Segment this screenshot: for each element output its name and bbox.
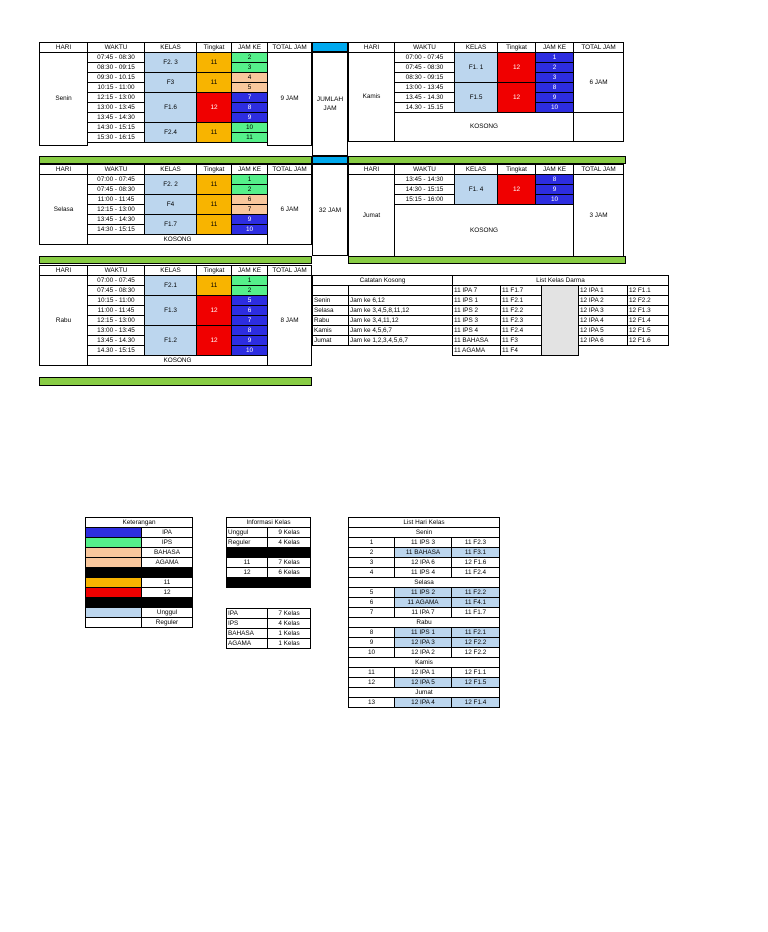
- day-label: Rabu: [40, 276, 88, 366]
- darma-cell: 11 F2.1: [501, 296, 542, 306]
- legend-swatch-12: [86, 588, 142, 598]
- level-cell: 12: [197, 93, 232, 123]
- total-cell: 9 JAM: [268, 53, 312, 146]
- schedule-selasa: [39, 164, 312, 245]
- catatan-day: Rabu: [313, 316, 349, 326]
- listhari-title: List Hari Kelas: [349, 518, 500, 528]
- darma-cell: 12 F1.1: [628, 286, 669, 296]
- time-slot: 07:45 - 08:30: [88, 53, 145, 63]
- time-slot: 11:00 - 11:45: [88, 306, 145, 316]
- listhari-code: 11 F2.3: [452, 538, 500, 548]
- darma-gap: [542, 286, 579, 356]
- jam-cell: 10: [232, 225, 268, 235]
- darma-table: [452, 275, 669, 356]
- jam-cell: 7: [232, 205, 268, 215]
- darma-title: List Kelas Darma: [453, 276, 669, 286]
- jam-cell: 6: [232, 306, 268, 316]
- class-cell: F2.1: [145, 276, 197, 296]
- level-cell: 11: [197, 73, 232, 93]
- darma-cell: 11 F4: [501, 346, 542, 356]
- time-slot: 14:30 - 15:15: [88, 225, 145, 235]
- listhari-no: 8: [349, 628, 395, 638]
- class-cell: F1. 1: [455, 53, 498, 83]
- header-hari: HARI: [40, 43, 88, 53]
- darma-cell: 11 F2.3: [501, 316, 542, 326]
- row-separator: [39, 156, 312, 164]
- darma-cell: 11 IPS 1: [453, 296, 501, 306]
- jam-cell: 5: [232, 296, 268, 306]
- darma-cell: 12 IPA 6: [579, 336, 628, 346]
- kosong-cell: KOSONG: [88, 356, 268, 366]
- catatan-value: Jam ke 6,12: [349, 296, 453, 306]
- legend-black-band: [86, 598, 142, 608]
- legend-label: IPS: [142, 538, 193, 548]
- keterangan-title: Keterangan: [86, 518, 193, 528]
- listhari-class: 11 IPS 1: [395, 628, 452, 638]
- info-value: 1 Kelas: [268, 629, 311, 639]
- time-slot: 14:30 - 15:15: [395, 185, 455, 195]
- jumlah-label-text: JUMLAH JAM: [316, 96, 344, 112]
- legend-label: BAHASA: [142, 548, 193, 558]
- darma-cell: 11 AGAMA: [453, 346, 501, 356]
- listhari-code: 12 F1.6: [452, 558, 500, 568]
- day-label: Selasa: [40, 175, 88, 245]
- time-slot: 10:15 - 11:00: [88, 296, 145, 306]
- info-key: BAHASA: [227, 629, 268, 639]
- legend-label: IPA: [142, 528, 193, 538]
- listhari-class: 12 IPA 6: [395, 558, 452, 568]
- listhari-no: 7: [349, 608, 395, 618]
- header-total: TOTAL JAM: [268, 43, 312, 53]
- listhari-code: 11 F2.1: [452, 628, 500, 638]
- listhari-day: Jumat: [349, 688, 500, 698]
- jam-cell: 11: [232, 133, 268, 143]
- darma-cell: 11 IPA 7: [453, 286, 501, 296]
- info-value: 9 Kelas: [268, 528, 311, 538]
- schedule-kamis: [348, 42, 624, 142]
- info-value: 6 Kelas: [268, 568, 311, 578]
- jam-cell: 8: [232, 103, 268, 113]
- info-value: 7 Kelas: [268, 609, 311, 619]
- listhari-no: 2: [349, 548, 395, 558]
- legend-label: 11: [142, 578, 193, 588]
- legend-swatch-agama: [86, 558, 142, 568]
- listhari-no: 4: [349, 568, 395, 578]
- catatan-day: Jumat: [313, 336, 349, 346]
- header-tingkat: Tingkat: [498, 43, 536, 53]
- listhari-day: Kamis: [349, 658, 500, 668]
- darma-cell: 12 F1.5: [628, 326, 669, 336]
- listhari-class: 11 IPS 2: [395, 588, 452, 598]
- time-slot: 13:45 - 14:30: [88, 215, 145, 225]
- legend-swatch-bahasa: [86, 548, 142, 558]
- jam-cell: 1: [232, 175, 268, 185]
- header-hari: HARI: [40, 266, 88, 276]
- header-tingkat: Tingkat: [197, 165, 232, 175]
- listhari-code: 12 F2.2: [452, 638, 500, 648]
- listhari-code: 11 F2.2: [452, 588, 500, 598]
- class-cell: F2. 2: [145, 175, 197, 195]
- listhari-class: 11 IPA 7: [395, 608, 452, 618]
- info-key: Reguler: [227, 538, 268, 548]
- listhari-day: Rabu: [349, 618, 500, 628]
- time-slot: 07:00 - 07:45: [395, 53, 455, 63]
- jam-cell: 7: [232, 93, 268, 103]
- row-separator: [348, 256, 626, 264]
- info-key: Unggul: [227, 528, 268, 538]
- listhari-no: 1: [349, 538, 395, 548]
- darma-cell: 12 F1.3: [628, 306, 669, 316]
- listhari-code: 11 F2.4: [452, 568, 500, 578]
- class-cell: F1.5: [455, 83, 498, 113]
- darma-cell: 11 F2.2: [501, 306, 542, 316]
- time-slot: 07:45 - 08:30: [88, 185, 145, 195]
- jam-cell: 9: [232, 336, 268, 346]
- jam-cell: 2: [232, 185, 268, 195]
- jam-cell: 2: [232, 286, 268, 296]
- time-slot: 13:45 - 14.30: [88, 336, 145, 346]
- list-hari-kelas-table: [348, 517, 500, 708]
- legend-label: AGAMA: [142, 558, 193, 568]
- legend-swatch-unggul: [86, 608, 142, 618]
- jam-cell: 9: [536, 93, 574, 103]
- darma-cell: 11 BAHASA: [453, 336, 501, 346]
- header-jamke: JAM KE: [232, 43, 268, 53]
- kosong-cell: KOSONG: [88, 235, 268, 245]
- jam-cell: 1: [232, 276, 268, 286]
- listhari-class: 11 IPS 3: [395, 538, 452, 548]
- info-value: 1 Kelas: [268, 639, 311, 649]
- jam-cell: 8: [536, 83, 574, 93]
- row-separator: [312, 156, 348, 164]
- listhari-no: 9: [349, 638, 395, 648]
- info-key: AGAMA: [227, 639, 268, 649]
- time-slot: 09:30 - 10.15: [88, 73, 145, 83]
- darma-cell: 11 IPS 2: [453, 306, 501, 316]
- legend-swatch-ipa: [86, 528, 142, 538]
- jam-cell: 4: [232, 73, 268, 83]
- legend-label: Unggul: [142, 608, 193, 618]
- jam-cell: 9: [232, 113, 268, 123]
- jam-cell: 10: [536, 195, 574, 205]
- jumlah-total-text: 32 JAM: [318, 206, 342, 214]
- keterangan-table: [85, 517, 193, 628]
- listhari-class: 11 BAHASA: [395, 548, 452, 558]
- catatan-value: Jam ke 3,4,5,8,11,12: [349, 306, 453, 316]
- time-slot: 07:45 - 08:30: [395, 63, 455, 73]
- header-kelas: KELAS: [145, 43, 197, 53]
- class-cell: F1.3: [145, 296, 197, 326]
- darma-cell: 11 F3: [501, 336, 542, 346]
- darma-cell: 11 F1.7: [501, 286, 542, 296]
- catatan-day: Selasa: [313, 306, 349, 316]
- time-slot: 07:00 - 07:45: [88, 276, 145, 286]
- class-cell: F1.7: [145, 215, 197, 235]
- level-cell: 11: [197, 195, 232, 215]
- time-slot: 11:00 - 11:45: [88, 195, 145, 205]
- listhari-class: 12 IPA 2: [395, 648, 452, 658]
- level-cell: 11: [197, 215, 232, 235]
- level-cell: 12: [197, 296, 232, 326]
- informasi-kelas-jurusan: [226, 608, 311, 649]
- listhari-class: 12 IPA 4: [395, 698, 452, 708]
- header-waktu: WAKTU: [88, 43, 145, 53]
- time-slot: 13:00 - 13:45: [395, 83, 455, 93]
- header-jamke: JAM KE: [536, 165, 574, 175]
- jam-cell: 2: [536, 63, 574, 73]
- time-slot: 12:15 - 13:00: [88, 205, 145, 215]
- darma-cell: 11 IPS 4: [453, 326, 501, 336]
- info-key: 12: [227, 568, 268, 578]
- listhari-code: 11 F3.1: [452, 548, 500, 558]
- listhari-code: 12 F2.2: [452, 648, 500, 658]
- time-slot: 10:15 - 11:00: [88, 83, 145, 93]
- legend-swatch-11: [86, 578, 142, 588]
- header-total: TOTAL JAM: [574, 165, 624, 175]
- info-value: 4 Kelas: [268, 538, 311, 548]
- header-total: TOTAL JAM: [574, 43, 624, 53]
- listhari-code: 11 F1.7: [452, 608, 500, 618]
- jam-cell: 10: [232, 123, 268, 133]
- darma-cell: 11 F2.4: [501, 326, 542, 336]
- schedule-jumat: [348, 164, 624, 258]
- row-separator: [348, 156, 626, 164]
- listhari-code: 12 F1.4: [452, 698, 500, 708]
- listhari-class: 12 IPA 3: [395, 638, 452, 648]
- info-key: IPS: [227, 619, 268, 629]
- header-total: TOTAL JAM: [268, 266, 312, 276]
- listhari-code: 11 F4.1: [452, 598, 500, 608]
- level-cell: 12: [498, 83, 536, 113]
- header-total: TOTAL JAM: [268, 165, 312, 175]
- class-cell: F2.4: [145, 123, 197, 143]
- class-cell: F1. 4: [455, 175, 498, 205]
- time-slot: 14.30 - 15.15: [395, 103, 455, 113]
- info-key: IPA: [227, 609, 268, 619]
- info-title: Informasi Kelas: [227, 518, 311, 528]
- header-kelas: KELAS: [145, 165, 197, 175]
- time-slot: 13:00 - 13:45: [88, 103, 145, 113]
- level-cell: 12: [197, 326, 232, 356]
- darma-cell: 12 IPA 4: [579, 316, 628, 326]
- total-cell: 3 JAM: [574, 175, 624, 258]
- legend-swatch-reguler: [86, 618, 142, 628]
- header-tingkat: Tingkat: [197, 43, 232, 53]
- info-key: 11: [227, 558, 268, 568]
- time-slot: 12:15 - 13:00: [88, 93, 145, 103]
- time-slot: 13.45 - 14.30: [395, 93, 455, 103]
- info-value: 7 Kelas: [268, 558, 311, 568]
- jumlah-total: [312, 164, 348, 256]
- level-cell: 12: [498, 175, 536, 205]
- listhari-class: 12 IPA 1: [395, 668, 452, 678]
- class-cell: F1.2: [145, 326, 197, 356]
- header-waktu: WAKTU: [88, 266, 145, 276]
- day-label: Kamis: [349, 53, 395, 142]
- total-cell: 6 JAM: [268, 175, 312, 245]
- legend-label: 12: [142, 588, 193, 598]
- class-cell: F4: [145, 195, 197, 215]
- listhari-no: 6: [349, 598, 395, 608]
- darma-cell: 12 F1.4: [628, 316, 669, 326]
- catatan-day: Senin: [313, 296, 349, 306]
- jam-cell: 9: [536, 185, 574, 195]
- jam-cell: 10: [232, 346, 268, 356]
- listhari-day: Selasa: [349, 578, 500, 588]
- kosong-cell: KOSONG: [395, 113, 574, 142]
- catatan-value: Jam ke 4,5,6,7: [349, 326, 453, 336]
- catatan-day: Kamis: [313, 326, 349, 336]
- listhari-class: 11 IPS 4: [395, 568, 452, 578]
- header-kelas: KELAS: [145, 266, 197, 276]
- time-slot: 14.30 - 15:15: [88, 346, 145, 356]
- header-jamke: JAM KE: [536, 43, 574, 53]
- time-slot: 13:45 - 14:30: [88, 113, 145, 123]
- header-waktu: WAKTU: [395, 165, 455, 175]
- info-value: 4 Kelas: [268, 619, 311, 629]
- jam-cell: 8: [536, 175, 574, 185]
- darma-cell: 12 IPA 2: [579, 296, 628, 306]
- jumlah-label: [312, 52, 348, 156]
- jam-cell: 2: [232, 53, 268, 63]
- informasi-kelas-table: [226, 517, 311, 588]
- row-separator: [39, 377, 312, 386]
- time-slot: 15:30 - 16:15: [88, 133, 145, 143]
- level-cell: 11: [197, 123, 232, 143]
- darma-cell: 12 IPA 1: [579, 286, 628, 296]
- darma-cell: 12 IPA 5: [579, 326, 628, 336]
- kosong-cell: KOSONG: [395, 205, 574, 258]
- darma-cell: 11 IPS 3: [453, 316, 501, 326]
- jam-cell: 8: [232, 326, 268, 336]
- jam-cell: 10: [536, 103, 574, 113]
- legend-black-band: [86, 568, 193, 578]
- total-cell: 8 JAM: [268, 276, 312, 366]
- jam-cell: 3: [536, 73, 574, 83]
- header-waktu: WAKTU: [88, 165, 145, 175]
- listhari-code: 12 F1.5: [452, 678, 500, 688]
- jam-cell: 1: [536, 53, 574, 63]
- time-slot: 15:15 - 16:00: [395, 195, 455, 205]
- jam-cell: 6: [232, 195, 268, 205]
- listhari-code: 12 F1.1: [452, 668, 500, 678]
- row-separator: [39, 256, 312, 264]
- time-slot: 13:00 - 13:45: [88, 326, 145, 336]
- jam-cell: 3: [232, 63, 268, 73]
- header-kelas: KELAS: [455, 43, 498, 53]
- listhari-day: Senin: [349, 528, 500, 538]
- legend-swatch-ips: [86, 538, 142, 548]
- listhari-no: 11: [349, 668, 395, 678]
- day-label: Senin: [40, 53, 88, 146]
- catatan-title: Catatan Kosong: [313, 276, 453, 286]
- jam-cell: 5: [232, 83, 268, 93]
- listhari-no: 12: [349, 678, 395, 688]
- class-cell: F2. 3: [145, 53, 197, 73]
- time-slot: 13:45 - 14:30: [395, 175, 455, 185]
- jam-cell: 7: [232, 316, 268, 326]
- time-slot: 08:30 - 09:15: [395, 73, 455, 83]
- header-hari: HARI: [349, 165, 395, 175]
- header-tingkat: Tingkat: [197, 266, 232, 276]
- time-slot: 07:45 - 08:30: [88, 286, 145, 296]
- darma-cell: 12 F2.2: [628, 296, 669, 306]
- listhari-no: 3: [349, 558, 395, 568]
- header-separator: [312, 42, 348, 52]
- header-kelas: KELAS: [455, 165, 498, 175]
- listhari-no: 13: [349, 698, 395, 708]
- catatan-kosong-table: [312, 275, 453, 346]
- header-waktu: WAKTU: [395, 43, 455, 53]
- time-slot: 12:15 - 13:00: [88, 316, 145, 326]
- legend-label: Reguler: [142, 618, 193, 628]
- catatan-value: Jam ke 3,4,11,12: [349, 316, 453, 326]
- time-slot: 07:00 - 07:45: [88, 175, 145, 185]
- catatan-value: Jam ke 1,2,3,4,5,6,7: [349, 336, 453, 346]
- schedule-senin: [39, 42, 312, 146]
- class-cell: F3: [145, 73, 197, 93]
- darma-cell: 12 F1.6: [628, 336, 669, 346]
- listhari-class: 12 IPA 5: [395, 678, 452, 688]
- listhari-no: 5: [349, 588, 395, 598]
- listhari-class: 11 AGAMA: [395, 598, 452, 608]
- day-label: Jumat: [349, 175, 395, 258]
- class-cell: F1.6: [145, 93, 197, 123]
- header-jamke: JAM KE: [232, 165, 268, 175]
- level-cell: 11: [197, 53, 232, 73]
- listhari-no: 10: [349, 648, 395, 658]
- time-slot: 08:30 - 09:15: [88, 63, 145, 73]
- header-hari: HARI: [40, 165, 88, 175]
- level-cell: 11: [197, 175, 232, 195]
- schedule-rabu: [39, 265, 312, 366]
- level-cell: 11: [197, 276, 232, 296]
- time-slot: 14:30 - 15:15: [88, 123, 145, 133]
- total-cell: 6 JAM: [574, 53, 624, 113]
- header-hari: HARI: [349, 43, 395, 53]
- jam-cell: 9: [232, 215, 268, 225]
- header-jamke: JAM KE: [232, 266, 268, 276]
- header-tingkat: Tingkat: [498, 165, 536, 175]
- darma-cell: 12 IPA 3: [579, 306, 628, 316]
- level-cell: 12: [498, 53, 536, 83]
